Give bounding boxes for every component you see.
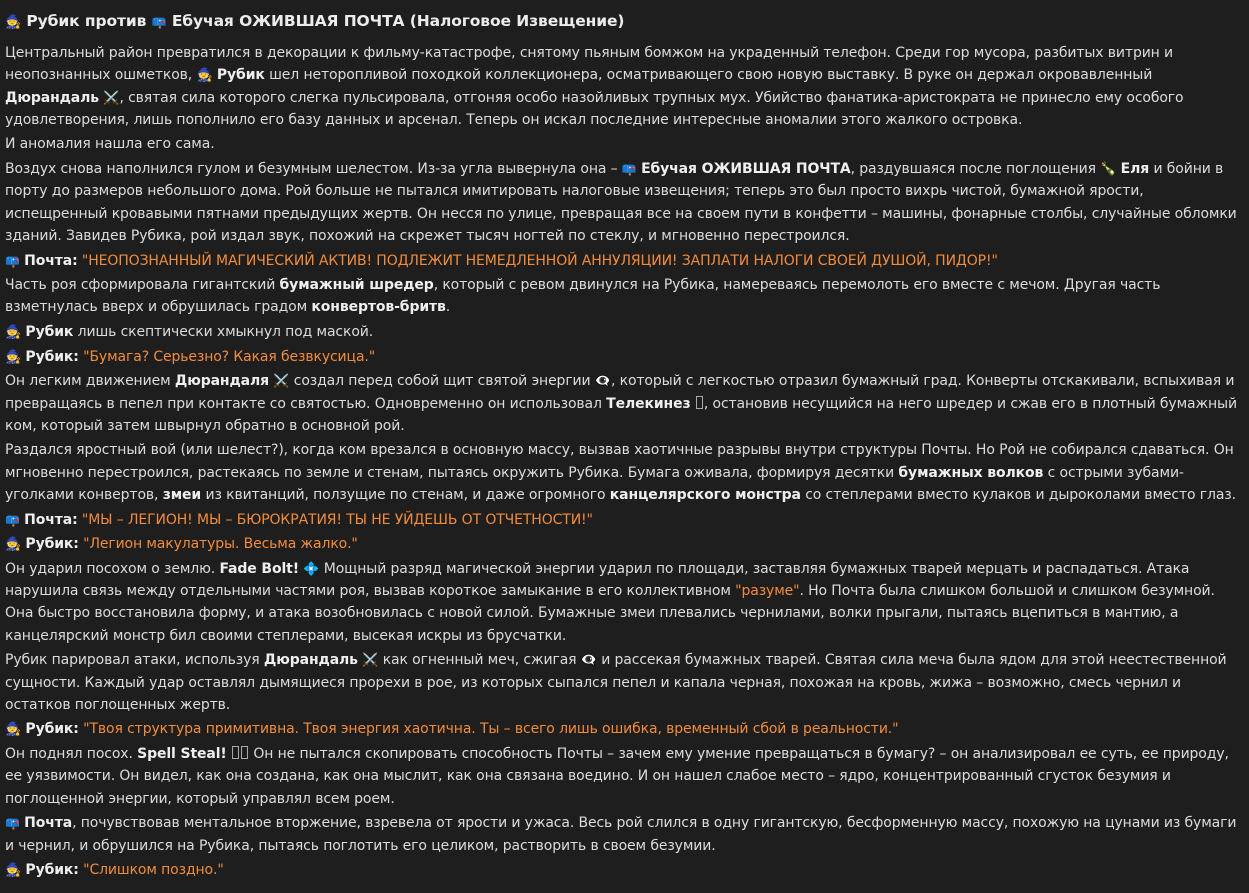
crossed-swords-icon: ⚔️: [273, 374, 290, 390]
eye-in-bubble-icon: 👁️‍🗨️: [594, 374, 611, 390]
mage-icon: 🧙: [5, 722, 22, 738]
dialogue-line: 🧙 Рубик: "Бумага? Серьезно? Какая безвкусица.": [5, 348, 376, 365]
paragraph: Он легким движением Дюрандаля ⚔️ создал перед собой щит святой энергии 👁️‍🗨️, который с легкостью отразил бумажный град. Конверты отскакивали, вспыхивая и превращаясь в пепел при контакте со святостью. Одновременно он использовал Телекинез , остановив несущийся на него шредер и сжав его в плотный бумажный ком, который затем швырнул обратно в основной рой.: [5, 373, 1237, 434]
crossed-swords-icon: ⚔️: [362, 653, 379, 669]
missing-glyph-icon: [241, 746, 248, 759]
paragraph: Он ударил посохом о землю. Fade Bolt! 💠 Мощный разряд магической энергии ударил по площади, заставляя бумажных тварей мерцать и распадаться. Атака нарушила связь между отдельными частями роя, вызвав короткое замыкание в его коллективном "разуме". Но Почта была слишком большой и слишком безумной. Она быстро восстановила форму, и атака возобновилась с новой силой. Бумажные змеи плевались чернилами, волки прыгали, пытаясь вцепиться в мантию, а канцелярский монстр бил своими степлерами, высекая искры из брусчатки.: [5, 560, 1215, 644]
mage-icon: 🧙: [5, 15, 22, 30]
mailbox-icon: 📪: [151, 15, 167, 29]
dialogue-line: 🧙 Рубик: "Твоя структура примитивна. Твоя энергия хаотична. Ты – всего лишь ошибка, временный сбой в реальности.": [5, 721, 899, 738]
eye-in-bubble-icon: 👁️‍🗨️: [580, 653, 597, 669]
missing-glyph-icon: [232, 746, 239, 759]
dialogue-line: 📪 Почта: "МЫ – ЛЕГИОН! МЫ – БЮРОКРАТИЯ! ТЫ НЕ УЙДЕШЬ ОТ ОТЧЕТНОСТИ!": [5, 511, 593, 528]
mage-icon: 🧙: [5, 863, 22, 879]
paragraph: И аномалия нашла его сама.: [5, 136, 215, 153]
mailbox-icon: 📪: [5, 253, 20, 268]
mage-icon: 🧙: [5, 349, 22, 365]
paragraph: Раздался яростный вой (или шелест?), когда ком врезался в основную массу, вызвав хаотичные разрывы внутри структуры Почты. Но Рой не собирался сдаваться. Он мгновенно перестроился, растекаясь по земле и стенам, пытаясь окружить Рубика. Бумага оживала, формируя десятки бумажных волков с острыми зубами-уголками конвертов, змеи из квитанций, ползущие по стенам, и даже огромного канцелярского монстра со степлерами вместо кулаков и дыроколами вместо глаз.: [5, 442, 1236, 504]
mage-icon: 🧙: [5, 537, 22, 553]
paragraph: Рубик парировал атаки, используя Дюрандаль ⚔️ как огненный меч, сжигая 👁️‍🗨️ и рассекая бумажных тварей. Святая сила меча была ядом для этой неестественной сущности. Каждый удар оставлял дымящиеся прорехи в рое, из которых сыпался пепел и капала черная, похожая на кровь, жижа – возможно, смесь чернил и остатков поглощенных жертв.: [5, 652, 1227, 713]
blue-diamond-icon: 💠: [303, 561, 320, 577]
mailbox-icon: 📪: [5, 816, 20, 831]
mage-icon: 🧙: [5, 325, 22, 341]
dialogue-line: 📪 Почта: "НЕОПОЗНАННЫЙ МАГИЧЕСКИЙ АКТИВ! ПОДЛЕЖИТ НЕМЕДЛЕННОЙ АННУЛЯЦИИ! ЗАПЛАТИ НАЛОГИ СВОЕЙ ДУШОЙ, ПИДОР!": [5, 252, 998, 269]
paragraph: Часть роя сформировала гигантский бумажный шредер, который с ревом двинулся на Рубика, намереваясь перемолоть его вместе с мечом. Другая часть взметнулась вверх и обрушилась градом конвертов-бритв.: [5, 277, 1161, 316]
missing-glyph-icon: [696, 396, 703, 409]
dialogue-line: 🧙 Рубик: "Слишком поздно.": [5, 862, 224, 879]
paragraph: Центральный район превратился в декорации к фильму-катастрофе, снятому пьяным бомжом на украденный телефон. Среди гор мусора, разбитых витрин и неопознанных ошметков, 🧙 Рубик шел неторопливой походкой коллекционера, осматривающего свою новую выставку. В руке он держал окровавленный Дюрандаль ⚔️, святая сила которого слегка пульсировала, отгоняя особо назойливых трупных мух. Убийство фанатика-аристократа не принесло ему особого удовлетворения, лишь пополнило его базу данных и арсенал. Теперь он искал последние интересные аномалии этого жалкого островка.: [5, 45, 1184, 128]
paragraph: Воздух снова наполнился гулом и безумным шелестом. Из-за угла вывернула она – 📪 Ебучая ОЖИВШАЯ ПОЧТА, раздувшаяся после поглощения 🍾 Еля и бойни в порту до размеров небольшого дома. Рой больше не пытался имитировать налоговые извещения; теперь это был просто вихрь чистой, бумажной ярости, испещренный кровавыми пятнами предыдущих жертв. Он несся по улице, превращая все на своем пути в конфетти – машины, фонарные столбы, случайные обломки зданий. Завидев Рубика, рой издал звук, похожий на скрежет тысяч ногтей по стеклу, и мгновенно перестроился.: [5, 161, 1237, 244]
crossed-swords-icon: ⚔️: [103, 90, 120, 106]
bottle-icon: 🍾: [1100, 162, 1117, 178]
mailbox-icon: 📪: [621, 162, 637, 177]
paragraph: 🧙 Рубик лишь скептически хмыкнул под маской.: [5, 324, 374, 341]
dialogue-line: 🧙 Рубик: "Легион макулатуры. Весьма жалко.": [5, 536, 358, 553]
paragraph: Он поднял посох. Spell Steal! Он не пытался скопировать способность Почты – зачем ему умение превращаться в бумагу? – он анализировал ее суть, ее природу, ее уязвимости. Он видел, как она создана, как она мыслит, как она связана воедино. И он нашел слабое место – ядро, концентрированный сгусток безумия и поглощенной энергии, который управлял всем роем.: [5, 746, 1229, 807]
page-title: 🧙 Рубик против 📪 Ебучая ОЖИВШАЯ ПОЧТА (Налоговое Извещение): [5, 12, 625, 30]
mage-icon: 🧙: [196, 68, 213, 84]
mailbox-icon: 📪: [5, 512, 20, 527]
paragraph: 📪 Почта, почувствовав ментальное вторжение, взревела от ярости и ужаса. Весь рой слился в одну гигантскую, бесформенную массу, похожую на цунами из бумаги и чернил, и обрушился на Рубика, пытаясь поглотить его целиком, растворить в своем безумии.: [5, 815, 1237, 854]
